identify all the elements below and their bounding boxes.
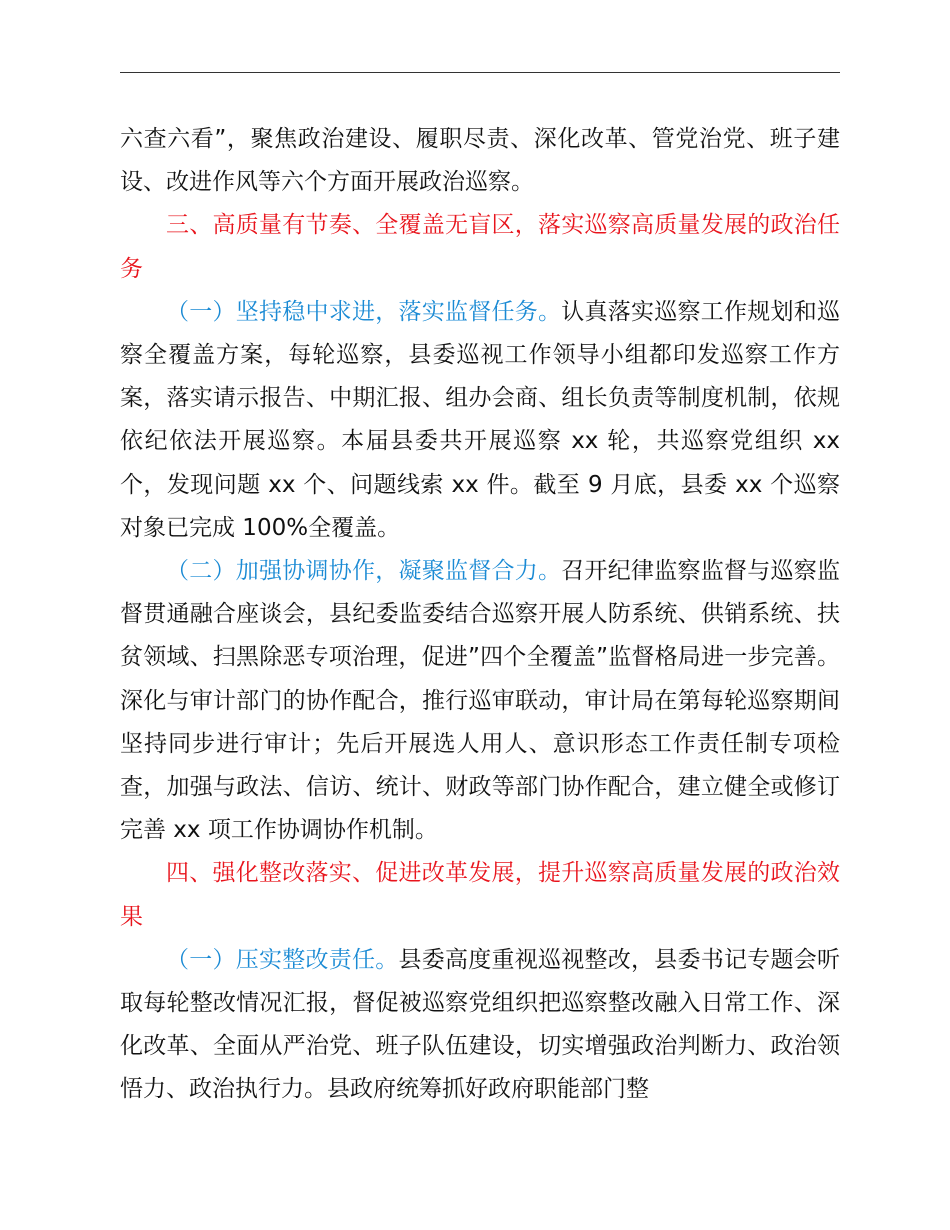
paragraph-text: 六查六看”，聚焦政治建设、履职尽责、深化改革、管党治党、班子建设、改进作风等六个方面开展政治巡察。 bbox=[120, 126, 840, 196]
subheading-lead: （一）坚持稳中求进，落实监督任务。 bbox=[166, 298, 562, 325]
section-heading-3 bbox=[120, 204, 840, 290]
header-rule bbox=[120, 72, 840, 73]
heading-text: 四、强化整改落实、促进改革发展，提升巡察高质量发展的政治效果 bbox=[120, 860, 840, 930]
paragraph-text: 认真落实巡察工作规划和巡察全覆盖方案，每轮巡察，县委巡视工作领导小组都印发巡察工作方案，落实请示报告、中期汇报、组办会商、组长负责等制度机制，依规依纪依法开展巡察。本届县委共开展巡察 xx 轮，共巡察党组织 xx 个，发现问题 xx 个、问题线索 xx 件。截至 9 月底，县委 xx 个巡察对象已完成 100%全覆盖。 bbox=[120, 298, 840, 541]
heading-text: 三、高质量有节奏、全覆盖无盲区，落实巡察高质量发展的政治任务 bbox=[120, 212, 840, 282]
paragraph-text: 县委高度重视巡视整改，县委书记专题会听取每轮整改情况汇报，督促被巡察党组织把巡察整改融入日常工作、深化改革、全面从严治党、班子队伍建设，切实增强政治判断力、政治领悟力、政治执行力。县政府统筹抓好政府职能部门整 bbox=[120, 946, 840, 1103]
section-heading-4 bbox=[120, 852, 840, 938]
paragraph-text: 召开纪律监察监督与巡察监督贯通融合座谈会，县纪委监委结合巡察开展人防系统、供销系统、扶贫领域、扫黑除恶专项治理，促进”四个全覆盖”监督格局进一步完善。深化与审计部门的协作配合，推行巡审联动，审计局在第每轮巡察期间坚持同步进行审计；先后开展选人用人、意识形态工作责任制专项检查，加强与政法、信访、统计、财政等部门协作配合，建立健全或修订完善 xx 项工作协调协作机制。 bbox=[120, 558, 840, 844]
document-body bbox=[120, 118, 840, 1112]
subheading-lead: （一）压实整改责任。 bbox=[166, 946, 399, 973]
paragraph-3-1 bbox=[120, 291, 840, 550]
continued-paragraph bbox=[120, 118, 840, 204]
paragraph-3-2 bbox=[120, 550, 840, 852]
paragraph-4-1 bbox=[120, 939, 840, 1112]
subheading-lead: （二）加强协调协作，凝聚监督合力。 bbox=[166, 558, 562, 585]
